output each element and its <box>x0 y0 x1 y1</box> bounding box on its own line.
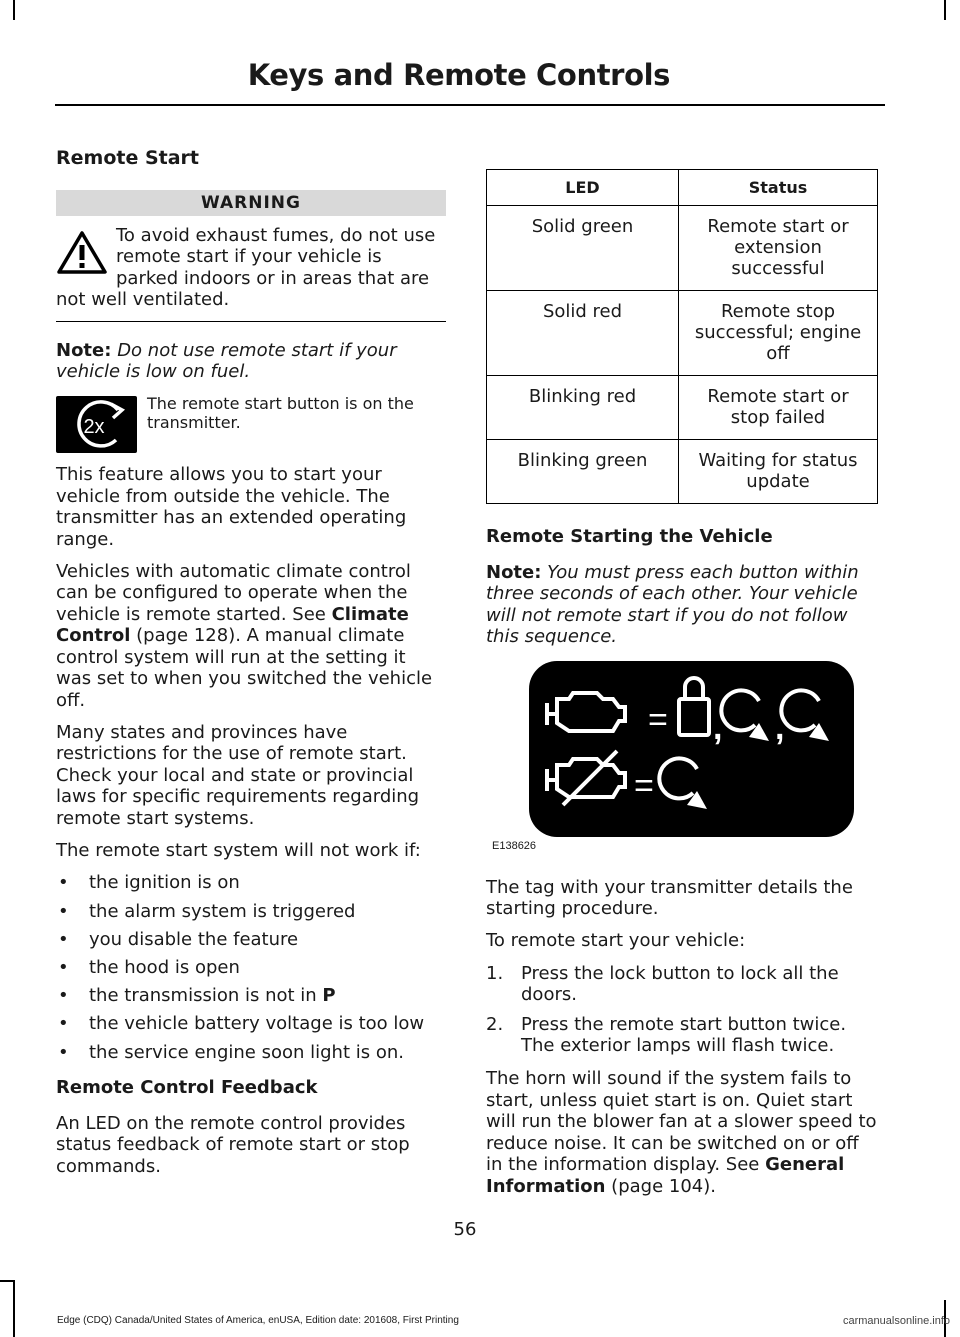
remote-start-2x-label: 2x <box>83 416 105 439</box>
list-item <box>56 901 446 922</box>
paragraph: An LED on the remote control provides status feedback of remote start or stop commands. <box>56 1112 410 1177</box>
list-item <box>486 1014 878 1057</box>
bullet: • <box>58 1041 69 1063</box>
paragraph <box>56 561 446 711</box>
engine-icon <box>547 693 625 731</box>
gear-p: P <box>322 985 336 1007</box>
table-cell: Remote stop successful; engine off <box>679 291 878 376</box>
right-column <box>486 169 878 1208</box>
step-text: Press the lock button to lock all the doors. <box>521 962 839 1006</box>
page-title: Keys and Remote Controls <box>247 58 670 92</box>
warning-triangle-icon <box>56 229 108 275</box>
paragraph-text: (page 128). A manual climate control system will run at the setting it was set to when you switched the vehicle off. <box>56 625 433 711</box>
remote-start-sequence-figure <box>486 659 878 859</box>
paragraph: To remote start your vehicle: <box>486 930 746 952</box>
footer-text: Edge (CDQ) Canada/United States of America, enUSA, Edition date: 201608, First Printing <box>57 1315 459 1326</box>
warning-title: WARNING <box>56 190 446 216</box>
table-cell: Solid red <box>487 291 679 376</box>
bullet: • <box>58 985 69 1007</box>
warning-body <box>56 225 446 311</box>
remote-start-arrow-icon <box>659 758 707 809</box>
crop-mark <box>13 0 15 20</box>
list-item <box>56 929 446 950</box>
step-text: Press the remote start button twice. The exterior lamps will flash twice. <box>521 1013 847 1057</box>
bullet: • <box>58 956 69 978</box>
list-item <box>56 1013 446 1034</box>
bullet-list <box>56 872 446 1063</box>
list-item-text: the alarm system is triggered <box>89 900 356 922</box>
step-number: 1. <box>486 962 504 984</box>
note-label: Note: <box>486 562 542 583</box>
engine-off-icon <box>547 751 625 805</box>
note <box>486 562 878 648</box>
watermark: carmanualsonline.info <box>842 1315 950 1327</box>
table-row <box>487 291 878 376</box>
remote-start-arrow-icon <box>721 690 769 741</box>
header-rule <box>55 104 885 106</box>
paragraph: Many states and provinces have restrictions for the use of remote start. Check your local and state or provincial laws for specific requirements regarding remote start systems. <box>56 721 420 829</box>
warning-rule <box>56 321 446 322</box>
bullet: • <box>58 900 69 922</box>
left-column <box>56 145 446 1188</box>
xref-climate-control: Climate Control <box>56 603 409 647</box>
table-cell: Remote start or stop failed <box>679 376 878 440</box>
table-cell: Remote start or extension successful <box>679 206 878 291</box>
list-item-text: the hood is open <box>89 956 240 978</box>
list-item <box>486 963 878 1006</box>
warning-box <box>56 190 446 322</box>
equals-symbol: = <box>634 766 654 805</box>
list-item <box>56 1042 446 1063</box>
remote-start-2x-icon <box>56 396 137 453</box>
bullet: • <box>58 928 69 950</box>
led-status-table <box>486 169 878 504</box>
comma-symbol: , <box>713 708 723 747</box>
figure-id: E138626 <box>492 839 537 852</box>
section-heading: Remote Start <box>56 147 199 169</box>
table-header-row <box>487 170 878 206</box>
crop-mark <box>13 1280 15 1337</box>
list-item-text: the service engine soon light is on. <box>89 1041 404 1063</box>
crop-mark <box>0 1280 14 1282</box>
warning-text: To avoid exhaust fumes, do not use remote start if your vehicle is parked indoors or in areas that are not well ventilated. <box>56 225 436 311</box>
step-number: 2. <box>486 1013 504 1035</box>
note-text: Do not use remote start if your vehicle is low on fuel. <box>56 339 397 383</box>
remote-start-arrow-icon <box>781 690 829 741</box>
list-item <box>56 985 446 1006</box>
lock-icon <box>679 678 709 735</box>
page-number: 56 <box>453 1219 477 1240</box>
list-item-text: you disable the feature <box>89 928 299 950</box>
bullet: • <box>58 872 69 894</box>
paragraph: The remote start system will not work if: <box>56 839 421 861</box>
subheading: Remote Starting the Vehicle <box>486 526 773 547</box>
list-item-text: the transmission is not in <box>89 985 323 1007</box>
comma-symbol: , <box>775 708 785 747</box>
paragraph-text: (page 104). <box>605 1175 716 1197</box>
remote-button-caption: The remote start button is on the transmitter. <box>147 394 414 433</box>
note-text: You must press each button within three seconds of each other. Your vehicle will not remote start if you do not follow this sequence. <box>486 562 859 648</box>
subheading: Remote Control Feedback <box>56 1076 318 1098</box>
note-label: Note: <box>56 339 112 361</box>
list-item <box>56 957 446 978</box>
xref-general-information: General Information <box>486 1154 845 1197</box>
table-cell: Blinking red <box>487 376 679 440</box>
equals-symbol: = <box>648 700 668 739</box>
table-header: LED <box>487 170 679 206</box>
table-header: Status <box>679 170 878 206</box>
list-item-text: the ignition is on <box>89 872 240 894</box>
crop-mark <box>944 0 946 20</box>
bullet: • <box>58 1013 69 1035</box>
list-item-text: the vehicle battery voltage is too low <box>89 1013 425 1035</box>
table-row <box>487 206 878 291</box>
note <box>56 340 446 383</box>
paragraph-text: Vehicles with automatic climate control can be configured to operate when the vehicle is remote started. See <box>56 561 411 625</box>
sequence-panel <box>529 661 854 837</box>
table-cell: Blinking green <box>487 440 679 504</box>
remote-button-figure <box>56 394 446 453</box>
table-cell: Waiting for status update <box>679 440 878 504</box>
table-row <box>487 376 878 440</box>
paragraph: The tag with your transmitter details the starting procedure. <box>486 876 853 920</box>
table-cell: Solid green <box>487 206 679 291</box>
list-item <box>56 872 446 893</box>
steps-list <box>486 963 878 1057</box>
paragraph <box>486 1068 878 1196</box>
table-row <box>487 440 878 504</box>
paragraph-text: The horn will sound if the system fails to start, unless quiet start is on. Quiet start will run the blower fan at a slower speed to reduce noise. It can be switched on or off in the information display. See <box>486 1068 877 1176</box>
paragraph: This feature allows you to start your vehicle from outside the vehicle. The transmitter has an extended operating range. <box>56 464 407 550</box>
